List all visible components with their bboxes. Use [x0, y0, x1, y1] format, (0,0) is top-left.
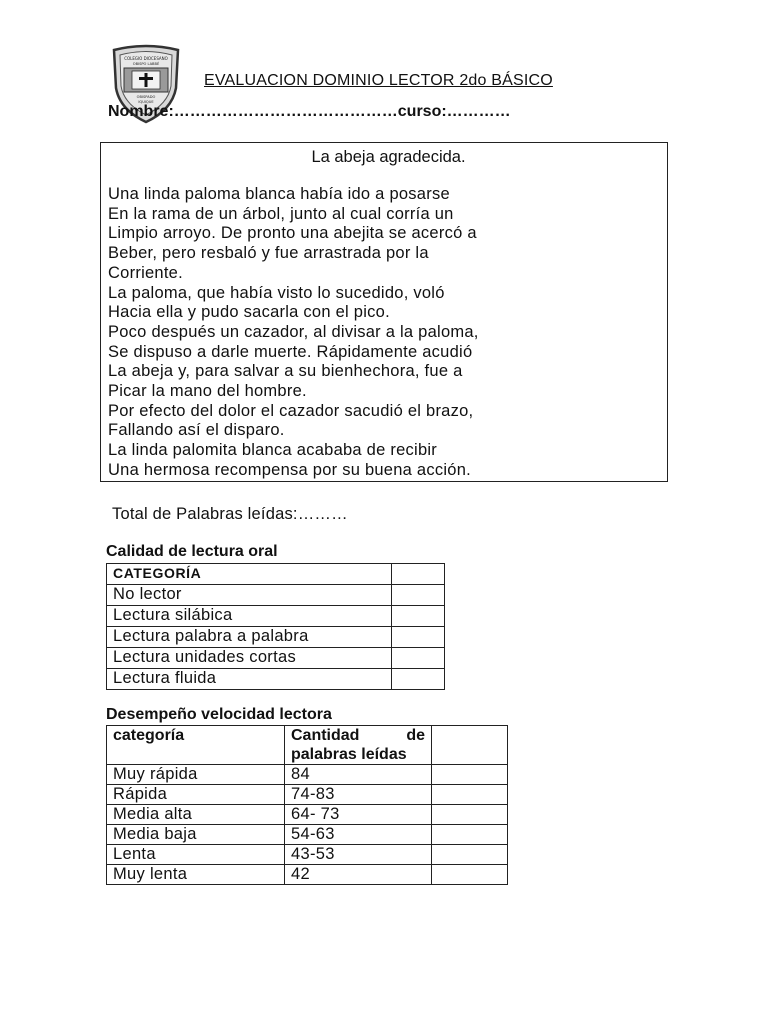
quality-heading: Calidad de lectura oral: [106, 543, 278, 560]
speed-header-count: Cantidad de palabras leídas: [285, 726, 432, 765]
checkbox-cell[interactable]: [432, 825, 508, 845]
checkbox-cell[interactable]: [392, 606, 445, 627]
checkbox-cell[interactable]: [432, 765, 508, 785]
speed-table: [106, 725, 508, 885]
quality-category: Lectura silábica: [107, 606, 392, 627]
checkbox-cell[interactable]: [392, 564, 445, 585]
checkbox-cell[interactable]: [432, 845, 508, 865]
speed-category: Muy lenta: [107, 865, 285, 885]
checkbox-cell[interactable]: [432, 726, 508, 765]
quality-category: Lectura fluida: [107, 669, 392, 690]
speed-category: Media alta: [107, 805, 285, 825]
story-line: Se dispuso a darle muerte. Rápidamente acudió: [108, 342, 473, 361]
name-course-line: Nombre:……………………………………curso:…………: [108, 103, 511, 120]
speed-count: 43-53: [285, 845, 432, 865]
svg-text:OBISPADO: OBISPADO: [136, 95, 156, 99]
story-line: La paloma, que había visto lo sucedido, voló: [108, 283, 445, 302]
story-line: La abeja y, para salvar a su bienhechora, fue a: [108, 362, 463, 381]
table-row: [107, 606, 445, 627]
story-line: Poco después un cazador, al divisar a la paloma,: [108, 322, 479, 341]
checkbox-cell[interactable]: [392, 669, 445, 690]
document-title: EVALUACION DOMINIO LECTOR 2do BÁSICO: [204, 72, 553, 89]
speed-count: 42: [285, 865, 432, 885]
table-row: [107, 785, 508, 805]
table-row: [107, 765, 508, 785]
table-row: [107, 627, 445, 648]
table-row: [107, 648, 445, 669]
table-row: [107, 805, 508, 825]
story-line: Limpio arroyo. De pronto una abejita se acercó a: [108, 224, 477, 243]
table-header-row: [107, 726, 508, 765]
table-row: [107, 865, 508, 885]
quality-table: [106, 563, 445, 690]
story-line: Hacia ella y pudo sacarla con el pico.: [108, 303, 390, 322]
checkbox-cell[interactable]: [432, 805, 508, 825]
quality-category: Lectura unidades cortas: [107, 648, 392, 669]
speed-category: Rápida: [107, 785, 285, 805]
story-line: Picar la mano del hombre.: [108, 382, 307, 401]
speed-count: 84: [285, 765, 432, 785]
speed-heading: Desempeño velocidad lectora: [106, 706, 332, 723]
story-line: Por efecto del dolor el cazador sacudió el brazo,: [108, 401, 474, 420]
table-header-row: [107, 564, 445, 585]
reading-passage-box: [100, 142, 668, 482]
story-line: Fallando así el disparo.: [108, 421, 285, 440]
story-line: En la rama de un árbol, junto al cual corría un: [108, 204, 454, 223]
speed-count: 74-83: [285, 785, 432, 805]
story-title: La abeja agradecida.: [311, 148, 466, 166]
story-line: Una hermosa recompensa por su buena acción.: [108, 460, 471, 479]
story-line: Corriente.: [108, 263, 183, 282]
quality-category: Lectura palabra a palabra: [107, 627, 392, 648]
story-line: Una linda paloma blanca había ido a posarse: [108, 185, 450, 203]
total-words-read: Total de Palabras leídas:………: [112, 505, 348, 523]
checkbox-cell[interactable]: [432, 865, 508, 885]
logo-text-top: COLEGIO DIOCESANO: [124, 56, 168, 61]
speed-category: Muy rápida: [107, 765, 285, 785]
story-line: Beber, pero resbaló y fue arrastrada por la: [108, 244, 429, 263]
quality-category: No lector: [107, 585, 392, 606]
svg-text:OBISPO LABBÉ: OBISPO LABBÉ: [132, 62, 160, 66]
speed-count: 64- 73: [285, 805, 432, 825]
speed-count: 54-63: [285, 825, 432, 845]
checkbox-cell[interactable]: [392, 585, 445, 606]
table-row: [107, 669, 445, 690]
checkbox-cell[interactable]: [392, 648, 445, 669]
story-line: La linda palomita blanca acababa de recibir: [108, 441, 438, 460]
table-row: [107, 825, 508, 845]
table-row: [107, 585, 445, 606]
speed-category: Media baja: [107, 825, 285, 845]
speed-category: Lenta: [107, 845, 285, 865]
quality-header-category: CATEGORÍA: [107, 564, 392, 585]
speed-header-category: categoría: [107, 726, 285, 765]
svg-text:IQUIQUE: IQUIQUE: [138, 100, 154, 104]
table-row: [107, 845, 508, 865]
checkbox-cell[interactable]: [392, 627, 445, 648]
checkbox-cell[interactable]: [432, 785, 508, 805]
